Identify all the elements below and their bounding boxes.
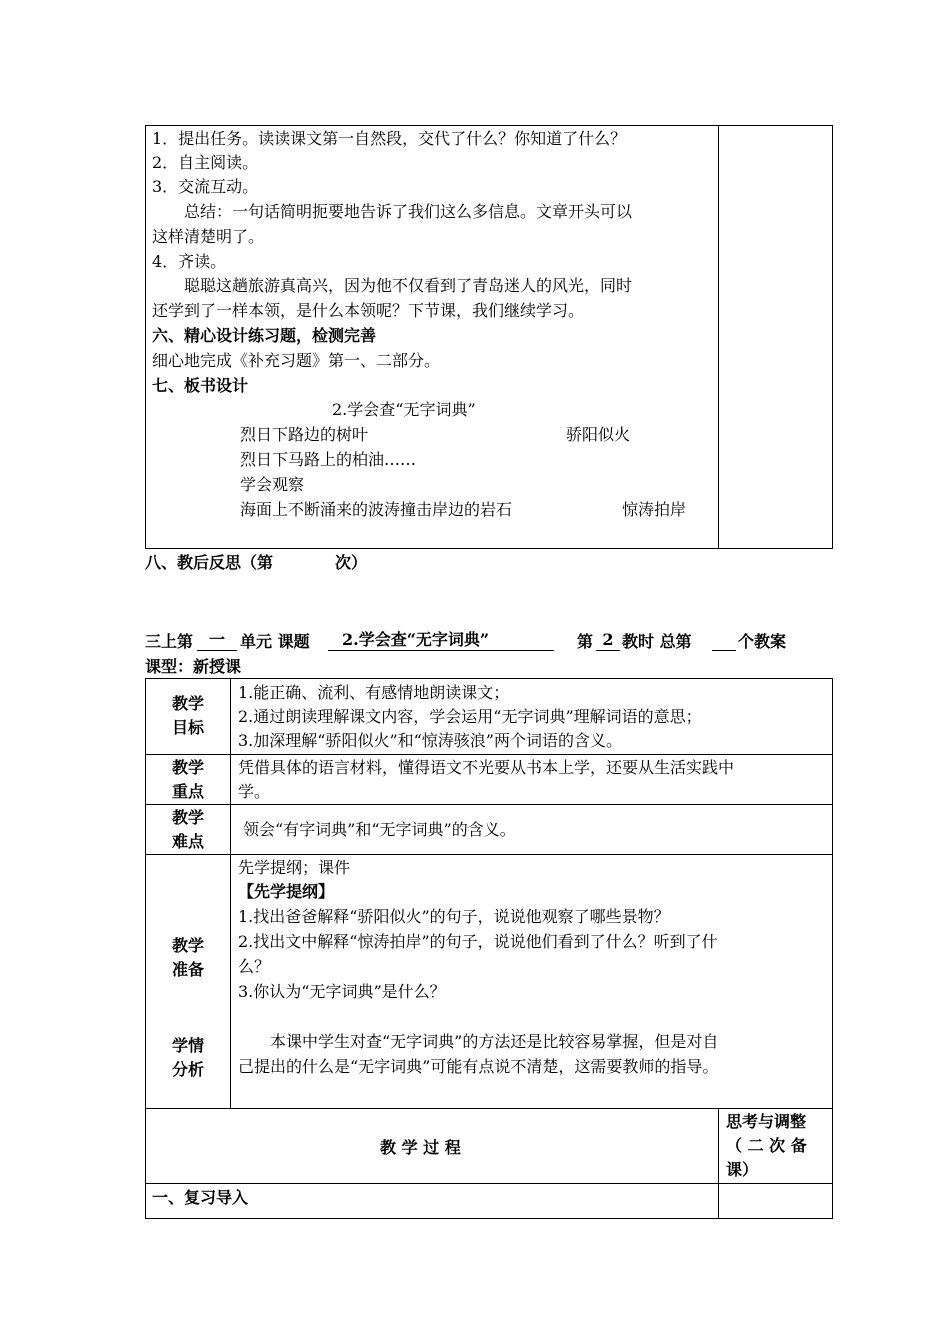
prep-label-line: 准备	[171, 960, 204, 979]
grade-unit-prefix: 三上第	[145, 632, 194, 651]
row-divider	[145, 1108, 833, 1109]
analysis-label	[146, 1034, 230, 1082]
board-text: 烈日下路边的树叶	[240, 425, 369, 444]
unit-label: 单元 课题	[240, 632, 310, 651]
analysis-text: 本课中学生对查“无字词典”的方法还是比较容易掌握，但是对自	[270, 1032, 719, 1051]
analysis-label-line: 分析	[171, 1060, 204, 1079]
plan-suffix: 个教案	[738, 632, 787, 651]
adjust-header-line: 思考与调整	[726, 1112, 807, 1131]
process-line: 总结：一句话简明扼要地告诉了我们这么多信息。文章开头可以	[184, 202, 633, 221]
section-text: 细心地完成《补充习题》第一、二部分。	[152, 351, 441, 370]
key-label-line: 教学	[171, 758, 204, 777]
analysis-label-line: 学情	[171, 1036, 204, 1055]
board-text: 海面上不断涌来的波涛撞击岸边的岩石	[240, 500, 513, 519]
row-divider	[145, 854, 833, 855]
process-line: 3．交流互动。	[152, 177, 259, 196]
goals-label-line: 目标	[171, 718, 204, 737]
table-border-top	[145, 125, 833, 126]
goal-item: 3.加深理解“骄阳似火”和“惊涛骇浪”两个词语的含义。	[238, 731, 622, 750]
adjust-header-line: （ 二 次 备	[726, 1136, 807, 1155]
key-text: 学。	[238, 782, 271, 801]
adjust-header-line: 课）	[726, 1160, 759, 1179]
label-column-divider	[230, 678, 231, 1109]
board-text: 学会观察	[240, 475, 305, 494]
table-border-right	[832, 678, 833, 1219]
prep-text: 1.找出爸爸解释“骄阳似火”的句子，说说他观察了哪些景物？	[238, 907, 670, 926]
prep-text: 3.你认为“无字词典”是什么？	[238, 982, 446, 1001]
analysis-text: 己提出的什么是“无字词典”可能有点说不清楚，这需要教师的指导。	[238, 1057, 719, 1076]
difficulty-label	[146, 806, 230, 854]
plan-number-blank	[712, 630, 736, 651]
table-border-right	[832, 125, 833, 549]
prep-label-line: 教学	[171, 936, 204, 955]
board-text: 烈日下马路上的柏油……	[240, 450, 417, 469]
prep-text: 2.找出文中解释“惊涛拍岸”的句子，说说他们看到了什么？听到了什	[238, 932, 718, 951]
prep-label	[146, 934, 230, 982]
difficulty-label-line: 教学	[171, 808, 204, 827]
table-border-bottom	[145, 548, 833, 549]
goal-item: 2.通过朗读理解课文内容，学会运用“无字词典”理解词语的意思；	[238, 707, 702, 726]
process-line: 1．提出任务。读读课文第一自然段，交代了什么？你知道了什么？	[152, 129, 627, 148]
difficulty-label-line: 难点	[171, 832, 204, 851]
goals-label	[146, 692, 230, 740]
table-border-bottom	[145, 1218, 833, 1219]
process-line: 还学到了一样本领，是什么本领呢？下节课，我们继续学习。	[152, 301, 585, 320]
difficulty-text: 领会“有字词典”和“无字词典”的含义。	[243, 820, 516, 839]
process-line: 2．自主阅读。	[152, 153, 259, 172]
process-line: 聪聪这趟旅游真高兴，因为他不仅看到了青岛迷人的风光，同时	[184, 276, 633, 295]
table-border-top	[145, 678, 833, 679]
board-text: 骄阳似火	[566, 425, 631, 444]
row-divider	[145, 804, 833, 805]
lesson-title: 2.学会查“无字词典”	[328, 630, 554, 651]
reflection-suffix: 次）	[335, 553, 368, 572]
process-line: 4．齐读。	[152, 252, 227, 271]
process-line: 这样清楚明了。	[152, 227, 265, 246]
key-label	[146, 756, 230, 804]
prep-heading: 【先学提纲】	[238, 882, 335, 901]
table-divider	[718, 125, 719, 549]
prep-text: 先学提纲；课件	[238, 858, 351, 877]
prep-text: 么？	[238, 957, 271, 976]
key-text: 凭借具体的语言材料，懂得语文不光要从书本上学，还要从生活实践中	[238, 758, 735, 777]
goals-label-line: 教学	[171, 694, 204, 713]
row-divider	[145, 754, 833, 755]
process-title: 教 学 过 程	[380, 1138, 461, 1157]
review-heading: 一、复习导入	[152, 1188, 249, 1207]
adjust-column-divider	[718, 1108, 719, 1219]
period-prefix: 第	[577, 632, 594, 651]
section-heading: 六、精心设计练习题，检测完善	[152, 326, 377, 345]
table-border-left	[145, 125, 146, 549]
period-number: 2	[596, 630, 620, 651]
reflection-label: 八、教后反思（第	[145, 553, 274, 572]
unit-number: 一	[197, 630, 237, 651]
key-label-line: 重点	[171, 782, 204, 801]
goal-item: 1.能正确、流利、有感情地朗读课文；	[238, 683, 510, 702]
board-title: 2.学会查“无字词典”	[332, 400, 476, 419]
lesson-type: 课型：新授课	[145, 657, 242, 676]
period-suffix: 教时 总第	[622, 632, 692, 651]
row-divider	[145, 1183, 833, 1184]
board-text: 惊涛拍岸	[622, 500, 687, 519]
section-heading: 七、板书设计	[152, 376, 249, 395]
